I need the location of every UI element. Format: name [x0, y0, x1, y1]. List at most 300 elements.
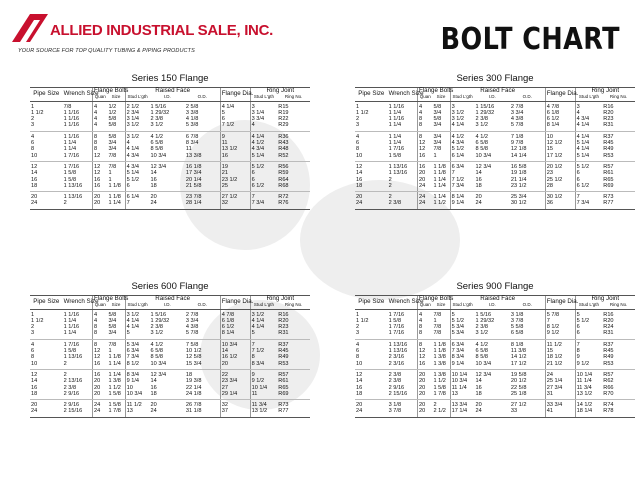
cell-value: R78: [603, 408, 614, 415]
cell-quan: [93, 192, 108, 210]
cell-value: 1 3/8: [433, 371, 446, 378]
cell-wrench: [63, 400, 93, 418]
cell-value: 6: [576, 176, 580, 183]
cell-value: 1 1/16: [63, 109, 80, 116]
cell-value: R57: [603, 163, 614, 170]
cell-value: 9 1/2: [251, 378, 265, 385]
cell-value: 15: [546, 146, 553, 153]
gasket-id-header: I.D.: [150, 94, 185, 101]
cell-value: 1 5/8: [388, 317, 402, 324]
table-row-group: [355, 369, 635, 399]
cell-value: 5 1/2: [576, 317, 590, 324]
cell-value: 9: [576, 354, 580, 361]
cell-value: 10: [31, 152, 38, 159]
cell-value: R66: [603, 384, 614, 391]
cell-value: 2 3/8: [475, 116, 488, 123]
cell-value: 1 1/4: [63, 140, 77, 147]
cell-value: 4 1/4: [251, 317, 265, 324]
table-row-group: [355, 339, 635, 369]
cell-value: 20: [419, 408, 426, 415]
cell-value: 3: [576, 103, 580, 110]
cell-value: 4: [419, 317, 423, 324]
cell-value: 11: [221, 140, 228, 147]
cell-gid: [150, 101, 185, 131]
cell-value: 20: [419, 390, 426, 397]
cell-value: 15: [546, 348, 553, 355]
cell-value: 4: [31, 133, 35, 140]
cell-value: 25 3/4: [510, 194, 527, 201]
cell-value: 1 1/8: [108, 194, 121, 201]
cell-rstud: [575, 192, 602, 210]
cell-pipe: [355, 192, 388, 210]
flange-dia-header: Flange Dia.: [220, 296, 250, 310]
cell-value: 1 1/8: [108, 182, 121, 189]
cell-value: 5/8: [108, 311, 117, 318]
cell-value: 24: [31, 408, 38, 415]
cell-value: 6 3/4: [126, 348, 140, 355]
cell-value: 2 7/8: [510, 103, 524, 110]
cell-value: 25 1/8: [510, 390, 527, 397]
cell-value: 1 7/16: [63, 341, 80, 348]
cell-rstud: [575, 400, 602, 418]
ring-stud-length-header: Stud L'gth: [575, 94, 602, 101]
cell-value: 2: [63, 360, 67, 367]
cell-value: R24: [603, 324, 614, 331]
cell-value: 2 3/8: [475, 324, 488, 331]
cell-value: 14: [356, 378, 363, 385]
cell-value: R20: [603, 109, 614, 116]
wrench-size-header: Wrench Size: [63, 88, 93, 102]
cell-value: 1 1/16: [63, 133, 80, 140]
cell-value: 8 1/4: [221, 330, 235, 337]
cell-value: 2 9/16: [388, 384, 405, 391]
cell-value: R20: [603, 317, 614, 324]
cell-value: 20: [419, 384, 426, 391]
cell-value: 1 1/4: [433, 176, 446, 183]
cell-value: 7/8: [433, 146, 442, 153]
cell-value: 1: [31, 311, 35, 318]
cell-value: 6 1/2: [251, 182, 265, 189]
cell-value: 19 1/8: [510, 170, 527, 177]
ring-no-header: Ring No.: [277, 94, 310, 101]
cell-value: 6 1/4: [451, 152, 465, 159]
cell-rstud: [250, 309, 277, 339]
cell-stud: [450, 131, 474, 161]
cell-value: 2: [356, 116, 360, 123]
cell-value: 8: [94, 140, 98, 147]
table-row-group: [355, 192, 635, 210]
cell-value: 24: [150, 408, 157, 415]
cell-value: 33 3/4: [546, 402, 563, 409]
cell-value: 10 1/4: [451, 371, 468, 378]
cell-quan: [418, 192, 433, 210]
cell-value: 6 1/2: [221, 324, 235, 331]
cell-quan: [93, 161, 108, 191]
cell-gid: [150, 339, 185, 369]
cell-value: R29: [278, 122, 289, 129]
cell-value: 15 3/4: [185, 360, 202, 367]
cell-value: R48: [278, 146, 289, 153]
cell-value: 12: [419, 354, 426, 361]
cell-value: 12: [94, 170, 101, 177]
cell-ring: [602, 101, 635, 131]
cell-quan: [93, 309, 108, 339]
cell-value: 1 13/16: [388, 163, 408, 170]
flange-dia-header: Flange Dia.: [220, 88, 250, 102]
table-row-group: [30, 101, 310, 131]
cell-value: 10 3/4: [150, 152, 167, 159]
cell-value: 1 7/16: [388, 311, 405, 318]
cell-value: R65: [278, 384, 289, 391]
cell-value: 24: [475, 200, 482, 207]
cell-value: 5 1/2: [251, 163, 265, 170]
cell-quan: [418, 101, 433, 131]
cell-value: 22 5/8: [510, 384, 527, 391]
cell-gid: [150, 192, 185, 210]
cell-value: 1: [433, 152, 437, 159]
cell-value: 14: [221, 348, 228, 355]
cell-value: R74: [603, 402, 614, 409]
cell-rstud: [250, 131, 277, 161]
cell-value: 5 1/4: [126, 170, 140, 177]
cell-value: 8: [31, 354, 35, 361]
cell-value: 21 1/2: [546, 360, 563, 367]
cell-value: 1 1/4: [108, 371, 121, 378]
cell-value: R73: [278, 402, 289, 409]
cell-value: 2 3/8: [388, 200, 402, 207]
flange-table-panel: [30, 281, 310, 418]
cell-value: 4: [419, 109, 423, 116]
cell-value: 1 1/2: [356, 317, 369, 324]
ring-joint-header: Ring Joint: [250, 296, 310, 303]
cell-value: 4: [94, 311, 98, 318]
wrench-size-header: Wrench Size: [388, 88, 418, 102]
cell-value: 27 3/4: [546, 384, 563, 391]
cell-value: 16: [94, 182, 101, 189]
cell-value: R37: [603, 341, 614, 348]
cell-value: 12: [31, 371, 38, 378]
page-title: BOLT CHART: [440, 22, 620, 57]
cell-value: 13 3/8: [185, 152, 202, 159]
cell-value: 7 3/4: [451, 348, 465, 355]
bolt-size-header: Size: [107, 94, 125, 101]
cell-value: 10: [546, 133, 553, 140]
cell-value: 2 3/16: [388, 360, 405, 367]
cell-quan: [93, 339, 108, 369]
cell-value: 19 3/8: [185, 378, 202, 385]
cell-value: 4 3/4: [251, 146, 265, 153]
cell-value: 3 1/8: [388, 402, 402, 409]
cell-value: 2: [388, 194, 392, 201]
cell-value: 6 1/8: [546, 109, 560, 116]
cell-value: 8: [356, 146, 360, 153]
cell-value: R45: [278, 348, 289, 355]
cell-value: 1 5/8: [63, 170, 77, 177]
stud-length-header: Stud L'gth: [125, 94, 149, 101]
cell-value: R56: [278, 163, 289, 170]
cell-value: 24: [356, 200, 363, 207]
cell-value: 1 5/8: [63, 348, 77, 355]
cell-value: 3: [451, 103, 455, 110]
cell-pipe: [30, 131, 63, 161]
cell-value: 29 1/4: [221, 390, 238, 397]
cell-value: 20: [94, 200, 101, 207]
cell-value: 20: [94, 194, 101, 201]
cell-value: 12 5/8: [185, 354, 202, 361]
cell-value: R61: [603, 170, 614, 177]
cell-value: 4: [356, 341, 360, 348]
cell-value: 13 1/2: [251, 408, 268, 415]
cell-fdia: [220, 101, 250, 131]
cell-value: 19 5/8: [510, 371, 527, 378]
cell-value: 11 1/4: [451, 384, 467, 391]
cell-value: 30 1/2: [510, 200, 527, 207]
cell-size: [107, 400, 125, 418]
cell-value: 7 1/2: [221, 122, 235, 129]
cell-value: 1/2: [108, 109, 117, 116]
cell-value: 3: [31, 122, 35, 129]
cell-value: 26 7/8: [185, 402, 202, 409]
cell-value: 1 13/16: [388, 348, 408, 355]
cell-value: 9 1/4: [126, 378, 140, 385]
cell-value: 2: [63, 200, 67, 207]
cell-value: 8: [31, 146, 35, 153]
cell-value: 1 1/2: [108, 384, 121, 391]
cell-value: 1 5/8: [388, 152, 402, 159]
cell-value: 18: [475, 182, 482, 189]
cell-value: 5 5/8: [510, 324, 524, 331]
cell-value: 18: [356, 182, 363, 189]
table-row-group: [30, 192, 310, 210]
cell-value: 5 3/8: [185, 122, 199, 129]
ring-no-header: Ring No.: [602, 94, 635, 101]
cell-value: 2: [388, 176, 392, 183]
cell-value: 1 1/8: [433, 170, 446, 177]
cell-value: 14: [150, 378, 157, 385]
cell-size: [107, 101, 125, 131]
flange-table-panel: [30, 73, 310, 210]
cell-stud: [125, 192, 149, 210]
cell-value: 3 1/2: [150, 122, 163, 129]
cell-value: 4 3/8: [510, 116, 524, 123]
cell-quan: [418, 400, 433, 418]
cell-size: [432, 339, 450, 369]
cell-value: 2 7/8: [185, 311, 199, 318]
cell-value: R20: [278, 317, 289, 324]
cell-value: R77: [603, 200, 614, 207]
cell-value: 24: [546, 371, 553, 378]
cell-value: 20: [475, 194, 482, 201]
cell-value: 3 3/4: [251, 116, 265, 123]
cell-value: 16 1/2: [221, 354, 238, 361]
cell-value: R31: [603, 330, 614, 337]
cell-value: 5/8: [108, 133, 117, 140]
cell-value: 14: [31, 170, 38, 177]
cell-value: 1 1/4: [63, 317, 77, 324]
cell-value: 7: [546, 317, 550, 324]
cell-value: 18 1/2: [546, 354, 563, 361]
cell-value: 7: [576, 194, 580, 201]
cell-pipe: [355, 101, 388, 131]
gasket-od-header: O.D.: [185, 302, 220, 309]
cell-value: 12: [94, 354, 101, 361]
cell-value: 12: [356, 163, 363, 170]
cell-value: 1 1/2: [433, 200, 446, 207]
cell-quan: [418, 309, 433, 339]
bolt-table: [355, 295, 635, 418]
cell-value: 7 5/8: [185, 341, 199, 348]
cell-value: 21: [221, 170, 228, 177]
cell-value: 3/4: [433, 140, 442, 147]
cell-wrench: [63, 161, 93, 191]
cell-god: [510, 309, 545, 339]
table-row-group: [30, 400, 310, 418]
cell-value: 8: [94, 133, 98, 140]
quan-header: Quan: [93, 302, 108, 309]
flange-bolts-header: Flange Bolts: [419, 87, 454, 94]
cell-value: 1: [356, 103, 360, 110]
cell-god: [510, 339, 545, 369]
cell-value: 2: [433, 402, 437, 409]
cell-value: 8: [356, 354, 360, 361]
cell-size: [432, 192, 450, 210]
cell-value: 6 1/2: [546, 116, 560, 123]
cell-rstud: [575, 101, 602, 131]
cell-value: R52: [278, 152, 289, 159]
cell-value: 3 3/4: [510, 109, 524, 116]
flange-series-title: Series 900 Flange: [456, 281, 534, 292]
cell-god: [510, 131, 545, 161]
cell-value: 1: [108, 348, 112, 355]
cell-value: 1 5/16: [150, 103, 167, 110]
cell-value: 1 1/16: [63, 122, 80, 129]
cell-value: 1 7/16: [388, 330, 405, 337]
cell-gid: [475, 131, 510, 161]
cell-value: 4 1/2: [251, 140, 265, 147]
flange-bolts-header: Flange Bolts: [94, 87, 129, 94]
cell-value: 24: [94, 402, 101, 409]
cell-value: 6: [356, 140, 360, 147]
cell-value: 2 5/8: [185, 103, 199, 110]
cell-value: 7 3/4: [451, 182, 465, 189]
cell-pipe: [355, 339, 388, 369]
table-row-group: [30, 131, 310, 161]
cell-value: 10 1/4: [251, 384, 268, 391]
cell-value: 4 1/4: [576, 133, 590, 140]
cell-value: 1: [108, 176, 112, 183]
cell-value: 6 7/8: [185, 133, 199, 140]
cell-value: 5 1/4: [251, 152, 265, 159]
cell-value: 6 5/8: [150, 140, 163, 147]
bolt-size-header: Size: [107, 302, 125, 309]
cell-value: 2 3/4: [126, 109, 140, 116]
cell-value: 12: [94, 152, 101, 159]
cell-value: 16: [94, 371, 101, 378]
cell-value: 1 5/16: [150, 311, 167, 318]
cell-wrench: [388, 309, 418, 339]
cell-size: [107, 192, 125, 210]
cell-value: 36: [546, 200, 553, 207]
cell-value: 23: [546, 170, 553, 177]
cell-value: 21 1/4: [510, 176, 527, 183]
cell-value: 3/4: [108, 330, 117, 337]
cell-god: [185, 400, 220, 418]
cell-value: 30 1/2: [546, 194, 563, 201]
cell-value: 8 5/8: [150, 146, 163, 153]
cell-wrench: [388, 339, 418, 369]
cell-stud: [125, 339, 149, 369]
cell-stud: [125, 131, 149, 161]
cell-value: R19: [278, 109, 289, 116]
cell-value: 18: [356, 390, 363, 397]
cell-value: 1 1/4: [63, 330, 77, 337]
cell-value: 5/8: [433, 116, 442, 123]
cell-wrench: [63, 369, 93, 399]
cell-value: 4 1/2: [150, 133, 163, 140]
cell-value: R49: [603, 354, 614, 361]
cell-value: 1 1/2: [356, 109, 369, 116]
cell-value: 4: [126, 140, 130, 147]
cell-value: 6: [356, 348, 360, 355]
cell-pipe: [355, 131, 388, 161]
cell-value: R15: [278, 103, 289, 110]
cell-wrench: [388, 101, 418, 131]
cell-value: 3 1/4: [251, 109, 265, 116]
cell-value: 5 7/8: [546, 311, 560, 318]
cell-value: 4 1/2: [475, 341, 488, 348]
cell-value: 7/8: [108, 341, 117, 348]
ring-joint-header: Ring Joint: [575, 88, 635, 95]
cell-value: 20: [31, 402, 38, 409]
cell-value: 1 1/16: [63, 311, 80, 318]
cell-value: 4 1/4: [251, 324, 265, 331]
cell-value: 20: [356, 194, 363, 201]
cell-pipe: [355, 400, 388, 418]
gasket-od-header: O.D.: [510, 302, 545, 309]
cell-value: 3/4: [433, 122, 442, 129]
cell-value: 1 3/8: [433, 360, 446, 367]
cell-value: 1/2: [108, 103, 117, 110]
cell-rstud: [250, 339, 277, 369]
cell-value: 1: [31, 103, 35, 110]
cell-ring: [277, 309, 310, 339]
cell-value: 3 1/2: [251, 311, 265, 318]
table-row-group: [30, 309, 310, 339]
cell-value: 7 1/2: [251, 348, 265, 355]
cell-value: R45: [603, 348, 614, 355]
cell-size: [107, 339, 125, 369]
cell-quan: [93, 400, 108, 418]
pipe-size-header: Pipe Size: [30, 296, 63, 310]
cell-value: 4 3/4: [126, 152, 140, 159]
cell-value: R16: [603, 103, 614, 110]
cell-value: 1 1/4: [433, 182, 446, 189]
cell-value: 14: [356, 170, 363, 177]
cell-value: 10 3/4: [221, 341, 238, 348]
cell-rstud: [250, 192, 277, 210]
cell-value: 12 3/4: [475, 163, 492, 170]
cell-value: 1 13/16: [63, 182, 83, 189]
bolt-size-header: Size: [432, 94, 450, 101]
cell-value: 2 3/8: [388, 371, 402, 378]
cell-value: 10: [356, 152, 363, 159]
cell-wrench: [388, 161, 418, 191]
cell-ring: [277, 192, 310, 210]
cell-value: 8 3/4: [185, 140, 199, 147]
cell-value: 8: [94, 341, 98, 348]
cell-value: R76: [278, 200, 289, 207]
cell-value: 16: [221, 152, 228, 159]
